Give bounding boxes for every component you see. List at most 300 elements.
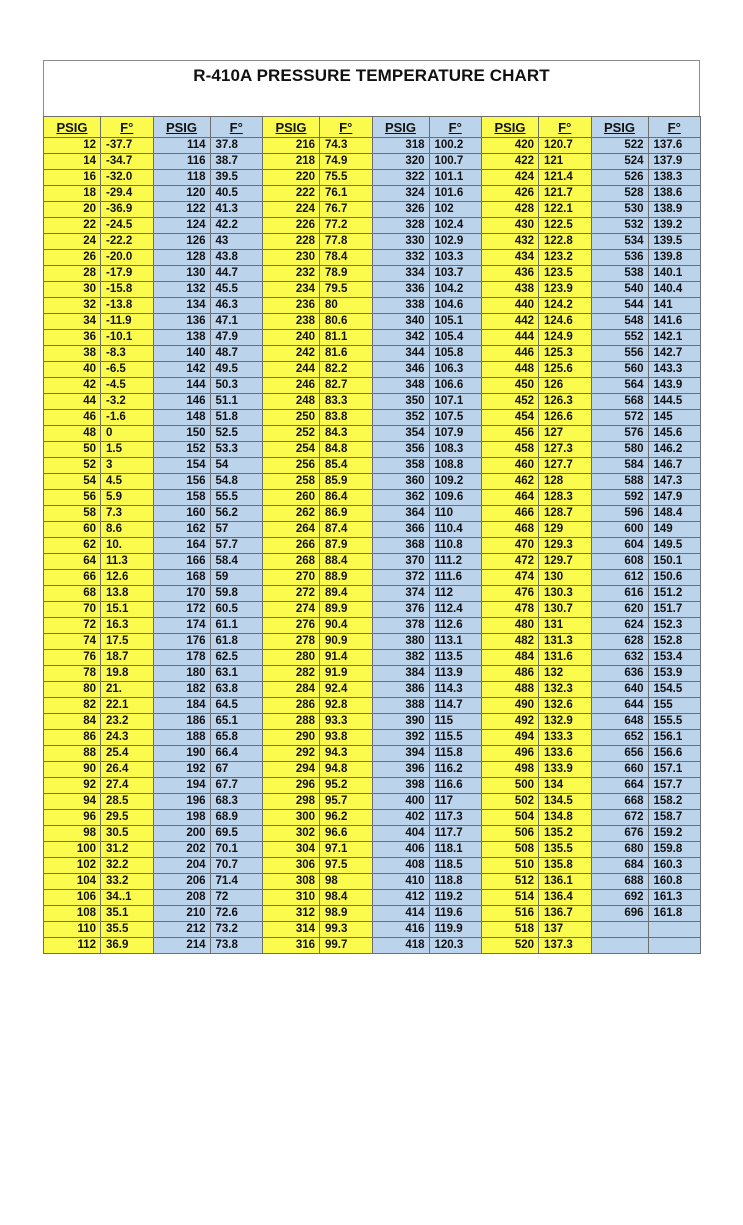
temperature-cell: 128.3 [539, 490, 592, 506]
psig-cell: 104 [44, 874, 101, 890]
temperature-cell: 63.1 [210, 666, 263, 682]
psig-cell: 244 [263, 362, 320, 378]
psig-cell: 384 [372, 666, 429, 682]
temperature-cell: 70.1 [210, 842, 263, 858]
psig-cell: 376 [372, 602, 429, 618]
temperature-cell: 129.7 [539, 554, 592, 570]
temperature-cell: -20.0 [101, 250, 154, 266]
psig-cell: 216 [263, 138, 320, 154]
temperature-cell: 135.5 [539, 842, 592, 858]
psig-cell: 548 [591, 314, 648, 330]
psig-cell: 26 [44, 250, 101, 266]
psig-cell: 134 [153, 298, 210, 314]
table-row [44, 730, 701, 746]
temperature-cell: -11.9 [101, 314, 154, 330]
temperature-cell: 66.4 [210, 746, 263, 762]
psig-cell: 358 [372, 458, 429, 474]
temperature-cell: 11.3 [101, 554, 154, 570]
temperature-cell: 53.3 [210, 442, 263, 458]
psig-cell: 88 [44, 746, 101, 762]
psig-cell: 56 [44, 490, 101, 506]
temperature-cell: 93.3 [320, 714, 373, 730]
psig-cell: 230 [263, 250, 320, 266]
psig-cell: 282 [263, 666, 320, 682]
table-row [44, 682, 701, 698]
temperature-cell: 153.9 [648, 666, 701, 682]
psig-cell: 266 [263, 538, 320, 554]
temperature-cell: -4.5 [101, 378, 154, 394]
psig-cell: 298 [263, 794, 320, 810]
temperature-cell: 15.1 [101, 602, 154, 618]
psig-cell: 44 [44, 394, 101, 410]
psig-cell: 368 [372, 538, 429, 554]
temperature-cell: 112.4 [429, 602, 482, 618]
temperature-cell: 51.1 [210, 394, 263, 410]
temperature-cell: 116.2 [429, 762, 482, 778]
psig-cell: 224 [263, 202, 320, 218]
psig-cell: 688 [591, 874, 648, 890]
temperature-cell: 156.6 [648, 746, 701, 762]
temperature-cell: 151.7 [648, 602, 701, 618]
temperature-cell: 118.5 [429, 858, 482, 874]
psig-cell: 432 [482, 234, 539, 250]
psig-cell: 70 [44, 602, 101, 618]
temperature-cell: 102 [429, 202, 482, 218]
psig-cell: 490 [482, 698, 539, 714]
psig-cell: 306 [263, 858, 320, 874]
psig-cell: 406 [372, 842, 429, 858]
psig-cell: 616 [591, 586, 648, 602]
psig-cell: 494 [482, 730, 539, 746]
psig-cell: 668 [591, 794, 648, 810]
psig-cell: 514 [482, 890, 539, 906]
temperature-cell: 160.3 [648, 858, 701, 874]
psig-cell: 334 [372, 266, 429, 282]
psig-cell: 644 [591, 698, 648, 714]
psig-cell: 524 [591, 154, 648, 170]
temperature-cell: 111.2 [429, 554, 482, 570]
temperature-cell: 97.5 [320, 858, 373, 874]
temperature-cell: 137.3 [539, 938, 592, 954]
psig-cell: 292 [263, 746, 320, 762]
temperature-cell: 95.2 [320, 778, 373, 794]
psig-cell: 404 [372, 826, 429, 842]
temperature-cell: 100.7 [429, 154, 482, 170]
temperature-cell: 74.9 [320, 154, 373, 170]
temperature-cell: 51.8 [210, 410, 263, 426]
psig-cell: 544 [591, 298, 648, 314]
psig-cell: 474 [482, 570, 539, 586]
temperature-cell: 143.9 [648, 378, 701, 394]
temperature-cell: 134.5 [539, 794, 592, 810]
temperature-cell: 57.7 [210, 538, 263, 554]
psig-cell: 672 [591, 810, 648, 826]
table-row [44, 778, 701, 794]
psig-cell: 486 [482, 666, 539, 682]
table-row [44, 410, 701, 426]
temperature-cell: -22.2 [101, 234, 154, 250]
psig-cell: 36 [44, 330, 101, 346]
psig-cell: 254 [263, 442, 320, 458]
psig-cell: 84 [44, 714, 101, 730]
temperature-cell: 70.7 [210, 858, 263, 874]
temperature-cell: 110.8 [429, 538, 482, 554]
psig-cell: 676 [591, 826, 648, 842]
temperature-cell: 94.3 [320, 746, 373, 762]
temperature-cell: 157.1 [648, 762, 701, 778]
psig-cell: 202 [153, 842, 210, 858]
temperature-cell: 131.6 [539, 650, 592, 666]
temperature-cell: -34.7 [101, 154, 154, 170]
psig-cell: 148 [153, 410, 210, 426]
psig-cell: 320 [372, 154, 429, 170]
psig-cell: 272 [263, 586, 320, 602]
temperature-cell: 130.7 [539, 602, 592, 618]
psig-cell: 126 [153, 234, 210, 250]
temperature-cell: 107.5 [429, 410, 482, 426]
psig-cell: 18 [44, 186, 101, 202]
temperature-cell: 113.5 [429, 650, 482, 666]
temperature-cell: 86.4 [320, 490, 373, 506]
temperature-cell: 58.4 [210, 554, 263, 570]
psig-cell: 34 [44, 314, 101, 330]
psig-cell: 184 [153, 698, 210, 714]
psig-cell: 42 [44, 378, 101, 394]
temperature-cell: 154.5 [648, 682, 701, 698]
temperature-cell: 91.4 [320, 650, 373, 666]
table-row [44, 810, 701, 826]
temperature-cell: 122.8 [539, 234, 592, 250]
psig-cell: 462 [482, 474, 539, 490]
psig-cell: 648 [591, 714, 648, 730]
psig-cell: 52 [44, 458, 101, 474]
header-temp-6: F° [648, 117, 701, 138]
psig-cell: 76 [44, 650, 101, 666]
temperature-cell: 98.9 [320, 906, 373, 922]
temperature-cell: 142.1 [648, 330, 701, 346]
temperature-cell: 65.1 [210, 714, 263, 730]
psig-cell: 96 [44, 810, 101, 826]
psig-cell: 178 [153, 650, 210, 666]
temperature-cell: 60.5 [210, 602, 263, 618]
psig-cell: 528 [591, 186, 648, 202]
psig-cell: 146 [153, 394, 210, 410]
temperature-cell: 40.5 [210, 186, 263, 202]
psig-cell: 480 [482, 618, 539, 634]
psig-cell: 348 [372, 378, 429, 394]
temperature-cell: 108.8 [429, 458, 482, 474]
temperature-cell: -37.7 [101, 138, 154, 154]
psig-cell: 212 [153, 922, 210, 938]
psig-cell: 426 [482, 186, 539, 202]
psig-cell: 30 [44, 282, 101, 298]
psig-cell: 500 [482, 778, 539, 794]
table-row [44, 490, 701, 506]
psig-cell: 400 [372, 794, 429, 810]
temperature-cell: 101.1 [429, 170, 482, 186]
psig-cell: 312 [263, 906, 320, 922]
temperature-cell: 68.9 [210, 810, 263, 826]
temperature-cell: 1.5 [101, 442, 154, 458]
psig-cell: 696 [591, 906, 648, 922]
temperature-cell: 0 [101, 426, 154, 442]
table-row [44, 826, 701, 842]
temperature-cell: 117.3 [429, 810, 482, 826]
psig-cell: 492 [482, 714, 539, 730]
temperature-cell: 161.3 [648, 890, 701, 906]
psig-cell: 540 [591, 282, 648, 298]
pt-table [43, 116, 701, 954]
title-box [43, 60, 700, 116]
psig-cell: 218 [263, 154, 320, 170]
psig-cell: 304 [263, 842, 320, 858]
table-row [44, 602, 701, 618]
temperature-cell: 151.2 [648, 586, 701, 602]
temperature-cell: 130.3 [539, 586, 592, 602]
temperature-cell: 127 [539, 426, 592, 442]
psig-cell [591, 922, 648, 938]
temperature-cell: 92.4 [320, 682, 373, 698]
table-row [44, 762, 701, 778]
temperature-cell: 59.8 [210, 586, 263, 602]
psig-cell: 116 [153, 154, 210, 170]
temperature-cell: -36.9 [101, 202, 154, 218]
psig-cell: 538 [591, 266, 648, 282]
psig-cell: 408 [372, 858, 429, 874]
temperature-cell: 123.2 [539, 250, 592, 266]
header-temp-1: F° [101, 117, 154, 138]
temperature-cell: 156.1 [648, 730, 701, 746]
psig-cell: 128 [153, 250, 210, 266]
header-temp-2: F° [210, 117, 263, 138]
temperature-cell: 118.1 [429, 842, 482, 858]
psig-cell: 332 [372, 250, 429, 266]
temperature-cell: 44.7 [210, 266, 263, 282]
psig-cell: 652 [591, 730, 648, 746]
temperature-cell: 102.4 [429, 218, 482, 234]
psig-cell: 274 [263, 602, 320, 618]
psig-cell: 250 [263, 410, 320, 426]
table-row [44, 426, 701, 442]
temperature-cell: 158.2 [648, 794, 701, 810]
table-row [44, 746, 701, 762]
psig-cell: 164 [153, 538, 210, 554]
psig-cell: 296 [263, 778, 320, 794]
temperature-cell: 137.6 [648, 138, 701, 154]
temperature-cell: 16.3 [101, 618, 154, 634]
psig-cell: 114 [153, 138, 210, 154]
psig-cell: 344 [372, 346, 429, 362]
psig-cell: 188 [153, 730, 210, 746]
psig-cell: 280 [263, 650, 320, 666]
psig-cell: 364 [372, 506, 429, 522]
table-row [44, 138, 701, 154]
header-psig-2: PSIG [153, 117, 210, 138]
temperature-cell: 107.9 [429, 426, 482, 442]
psig-cell: 176 [153, 634, 210, 650]
psig-cell: 130 [153, 266, 210, 282]
psig-cell: 608 [591, 554, 648, 570]
psig-cell: 72 [44, 618, 101, 634]
temperature-cell: 96.2 [320, 810, 373, 826]
psig-cell: 680 [591, 842, 648, 858]
temperature-cell: 99.7 [320, 938, 373, 954]
psig-cell: 40 [44, 362, 101, 378]
psig-cell: 450 [482, 378, 539, 394]
psig-cell: 636 [591, 666, 648, 682]
psig-cell: 278 [263, 634, 320, 650]
psig-cell: 466 [482, 506, 539, 522]
psig-cell: 24 [44, 234, 101, 250]
table-row [44, 570, 701, 586]
temperature-cell: 129 [539, 522, 592, 538]
temperature-cell: 121.4 [539, 170, 592, 186]
temperature-cell: 67.7 [210, 778, 263, 794]
temperature-cell: -32.0 [101, 170, 154, 186]
psig-cell: 526 [591, 170, 648, 186]
psig-cell: 372 [372, 570, 429, 586]
psig-cell: 190 [153, 746, 210, 762]
psig-cell: 366 [372, 522, 429, 538]
temperature-cell: 150.6 [648, 570, 701, 586]
temperature-cell: 126 [539, 378, 592, 394]
temperature-cell: 43.8 [210, 250, 263, 266]
temperature-cell: 133.3 [539, 730, 592, 746]
temperature-cell: -15.8 [101, 282, 154, 298]
temperature-cell: 155 [648, 698, 701, 714]
table-row [44, 202, 701, 218]
psig-cell: 12 [44, 138, 101, 154]
temperature-cell: -3.2 [101, 394, 154, 410]
temperature-cell: 93.8 [320, 730, 373, 746]
temperature-cell: 47.9 [210, 330, 263, 346]
psig-cell: 388 [372, 698, 429, 714]
temperature-cell: 139.5 [648, 234, 701, 250]
psig-cell: 424 [482, 170, 539, 186]
psig-cell: 394 [372, 746, 429, 762]
temperature-cell: 102.9 [429, 234, 482, 250]
psig-cell: 54 [44, 474, 101, 490]
temperature-cell: 25.4 [101, 746, 154, 762]
temperature-cell: 52.5 [210, 426, 263, 442]
temperature-cell: 34..1 [101, 890, 154, 906]
temperature-cell: 140.4 [648, 282, 701, 298]
psig-cell: 660 [591, 762, 648, 778]
temperature-cell: 98.4 [320, 890, 373, 906]
psig-cell: 442 [482, 314, 539, 330]
psig-cell: 270 [263, 570, 320, 586]
psig-cell: 464 [482, 490, 539, 506]
temperature-cell: 130 [539, 570, 592, 586]
psig-cell: 200 [153, 826, 210, 842]
table-row [44, 858, 701, 874]
psig-cell: 144 [153, 378, 210, 394]
psig-cell: 398 [372, 778, 429, 794]
psig-cell: 596 [591, 506, 648, 522]
psig-cell: 580 [591, 442, 648, 458]
psig-cell: 370 [372, 554, 429, 570]
temperature-cell: 133.9 [539, 762, 592, 778]
temperature-cell: 135.2 [539, 826, 592, 842]
table-row [44, 938, 701, 954]
psig-cell: 576 [591, 426, 648, 442]
psig-cell: 498 [482, 762, 539, 778]
psig-cell: 16 [44, 170, 101, 186]
temperature-cell: 149 [648, 522, 701, 538]
temperature-cell: 119.9 [429, 922, 482, 938]
psig-cell: 28 [44, 266, 101, 282]
psig-cell: 440 [482, 298, 539, 314]
temperature-cell: -17.9 [101, 266, 154, 282]
temperature-cell: 85.9 [320, 474, 373, 490]
table-row [44, 586, 701, 602]
table-row [44, 266, 701, 282]
temperature-cell: 81.6 [320, 346, 373, 362]
psig-cell: 664 [591, 778, 648, 794]
table-row [44, 922, 701, 938]
temperature-cell: 49.5 [210, 362, 263, 378]
header-psig-6: PSIG [591, 117, 648, 138]
psig-cell: 502 [482, 794, 539, 810]
psig-cell: 196 [153, 794, 210, 810]
temperature-cell: 136.4 [539, 890, 592, 906]
psig-cell: 220 [263, 170, 320, 186]
table-row [44, 538, 701, 554]
psig-cell: 20 [44, 202, 101, 218]
table-row [44, 794, 701, 810]
psig-cell: 74 [44, 634, 101, 650]
temperature-cell: 131 [539, 618, 592, 634]
temperature-cell: 105.8 [429, 346, 482, 362]
table-row [44, 218, 701, 234]
psig-cell: 156 [153, 474, 210, 490]
temperature-cell: 64.5 [210, 698, 263, 714]
temperature-cell: 127.7 [539, 458, 592, 474]
psig-cell: 172 [153, 602, 210, 618]
psig-cell: 68 [44, 586, 101, 602]
temperature-cell: 96.6 [320, 826, 373, 842]
temperature-cell: 82.2 [320, 362, 373, 378]
temperature-cell: 107.1 [429, 394, 482, 410]
psig-cell: 86 [44, 730, 101, 746]
psig-cell: 48 [44, 426, 101, 442]
temperature-cell: 120.3 [429, 938, 482, 954]
temperature-cell: 133.6 [539, 746, 592, 762]
temperature-cell: 76.1 [320, 186, 373, 202]
temperature-cell: 54 [210, 458, 263, 474]
temperature-cell: 47.1 [210, 314, 263, 330]
psig-cell: 428 [482, 202, 539, 218]
table-row [44, 554, 701, 570]
header-psig-3: PSIG [263, 117, 320, 138]
psig-cell: 360 [372, 474, 429, 490]
psig-cell: 392 [372, 730, 429, 746]
psig-cell: 98 [44, 826, 101, 842]
psig-cell: 446 [482, 346, 539, 362]
table-row [44, 458, 701, 474]
psig-cell: 592 [591, 490, 648, 506]
psig-cell: 262 [263, 506, 320, 522]
psig-cell: 488 [482, 682, 539, 698]
psig-cell: 410 [372, 874, 429, 890]
temperature-cell: 78.4 [320, 250, 373, 266]
temperature-cell: -8.3 [101, 346, 154, 362]
psig-cell: 414 [372, 906, 429, 922]
temperature-cell: 124.9 [539, 330, 592, 346]
temperature-cell: 147.9 [648, 490, 701, 506]
temperature-cell: 56.2 [210, 506, 263, 522]
temperature-cell: 13.8 [101, 586, 154, 602]
